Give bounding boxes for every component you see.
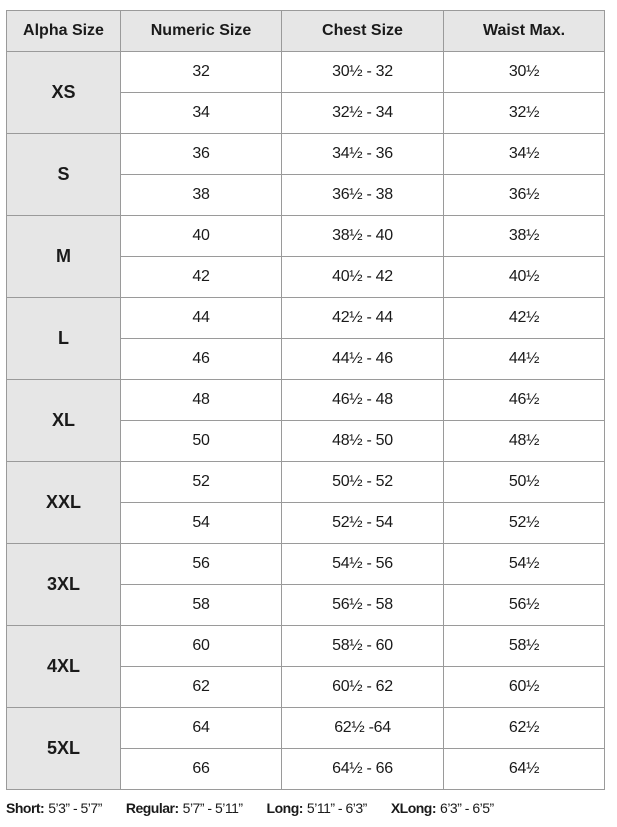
chest-size-cell: 50½ - 52 bbox=[282, 462, 444, 503]
chest-size-cell: 42½ - 44 bbox=[282, 298, 444, 339]
alpha-size-cell: 3XL bbox=[7, 544, 121, 626]
numeric-size-cell: 50 bbox=[121, 421, 282, 462]
chest-size-cell: 60½ - 62 bbox=[282, 667, 444, 708]
numeric-size-cell: 62 bbox=[121, 667, 282, 708]
chest-size-cell: 64½ - 66 bbox=[282, 749, 444, 790]
legend-value: 5’7” - 5’11” bbox=[182, 800, 243, 816]
alpha-size-cell: S bbox=[7, 134, 121, 216]
numeric-size-cell: 34 bbox=[121, 93, 282, 134]
header-row bbox=[7, 11, 605, 52]
numeric-size-cell: 60 bbox=[121, 626, 282, 667]
alpha-size-cell: 4XL bbox=[7, 626, 121, 708]
waist-max-cell: 64½ bbox=[444, 749, 605, 790]
legend-label: XLong: bbox=[390, 800, 437, 816]
chest-size-cell: 52½ - 54 bbox=[282, 503, 444, 544]
legend-label: Regular: bbox=[125, 800, 179, 816]
waist-max-cell: 62½ bbox=[444, 708, 605, 749]
waist-max-cell: 56½ bbox=[444, 585, 605, 626]
chest-size-cell: 34½ - 36 bbox=[282, 134, 444, 175]
numeric-size-cell: 64 bbox=[121, 708, 282, 749]
numeric-size-cell: 48 bbox=[121, 380, 282, 421]
numeric-size-cell: 32 bbox=[121, 52, 282, 93]
numeric-size-cell: 58 bbox=[121, 585, 282, 626]
chest-size-cell: 30½ - 32 bbox=[282, 52, 444, 93]
waist-max-cell: 58½ bbox=[444, 626, 605, 667]
header-waist-max: Waist Max. bbox=[444, 11, 605, 52]
length-legend bbox=[6, 796, 614, 820]
table-row bbox=[7, 462, 605, 503]
waist-max-cell: 32½ bbox=[444, 93, 605, 134]
size-chart-table bbox=[6, 10, 605, 790]
waist-max-cell: 36½ bbox=[444, 175, 605, 216]
waist-max-cell: 38½ bbox=[444, 216, 605, 257]
alpha-size-cell: XS bbox=[7, 52, 121, 134]
chest-size-cell: 36½ - 38 bbox=[282, 175, 444, 216]
size-table-body bbox=[7, 52, 605, 790]
table-row bbox=[7, 544, 605, 585]
header-chest-size: Chest Size bbox=[282, 11, 444, 52]
chest-size-cell: 48½ - 50 bbox=[282, 421, 444, 462]
chest-size-cell: 58½ - 60 bbox=[282, 626, 444, 667]
legend-item-xlong bbox=[391, 800, 494, 816]
table-row bbox=[7, 298, 605, 339]
table-row bbox=[7, 380, 605, 421]
alpha-size-cell: M bbox=[7, 216, 121, 298]
legend-value: 6’3” - 6’5” bbox=[440, 800, 494, 816]
waist-max-cell: 34½ bbox=[444, 134, 605, 175]
waist-max-cell: 52½ bbox=[444, 503, 605, 544]
waist-max-cell: 44½ bbox=[444, 339, 605, 380]
numeric-size-cell: 46 bbox=[121, 339, 282, 380]
table-row bbox=[7, 52, 605, 93]
numeric-size-cell: 56 bbox=[121, 544, 282, 585]
table-row bbox=[7, 134, 605, 175]
alpha-size-cell: L bbox=[7, 298, 121, 380]
alpha-size-cell: 5XL bbox=[7, 708, 121, 790]
table-row bbox=[7, 708, 605, 749]
chest-size-cell: 54½ - 56 bbox=[282, 544, 444, 585]
waist-max-cell: 46½ bbox=[444, 380, 605, 421]
legend-label: Short: bbox=[6, 800, 45, 816]
numeric-size-cell: 36 bbox=[121, 134, 282, 175]
table-row bbox=[7, 216, 605, 257]
header-numeric-size: Numeric Size bbox=[121, 11, 282, 52]
chest-size-cell: 56½ - 58 bbox=[282, 585, 444, 626]
waist-max-cell: 42½ bbox=[444, 298, 605, 339]
alpha-size-cell: XXL bbox=[7, 462, 121, 544]
waist-max-cell: 54½ bbox=[444, 544, 605, 585]
numeric-size-cell: 54 bbox=[121, 503, 282, 544]
waist-max-cell: 60½ bbox=[444, 667, 605, 708]
numeric-size-cell: 66 bbox=[121, 749, 282, 790]
table-row bbox=[7, 626, 605, 667]
chest-size-cell: 46½ - 48 bbox=[282, 380, 444, 421]
numeric-size-cell: 52 bbox=[121, 462, 282, 503]
chest-size-cell: 32½ - 34 bbox=[282, 93, 444, 134]
legend-item-long bbox=[267, 800, 367, 816]
numeric-size-cell: 44 bbox=[121, 298, 282, 339]
chest-size-cell: 38½ - 40 bbox=[282, 216, 444, 257]
numeric-size-cell: 40 bbox=[121, 216, 282, 257]
waist-max-cell: 30½ bbox=[444, 52, 605, 93]
chest-size-cell: 40½ - 42 bbox=[282, 257, 444, 298]
waist-max-cell: 40½ bbox=[444, 257, 605, 298]
legend-value: 5’11” - 6’3” bbox=[306, 800, 367, 816]
legend-value: 5’3” - 5’7” bbox=[48, 800, 102, 816]
chest-size-cell: 44½ - 46 bbox=[282, 339, 444, 380]
legend-label: Long: bbox=[266, 800, 303, 816]
legend-item-short bbox=[6, 800, 102, 816]
waist-max-cell: 48½ bbox=[444, 421, 605, 462]
chest-size-cell: 62½ -64 bbox=[282, 708, 444, 749]
legend-item-regular bbox=[126, 800, 243, 816]
header-alpha-size: Alpha Size bbox=[7, 11, 121, 52]
alpha-size-cell: XL bbox=[7, 380, 121, 462]
waist-max-cell: 50½ bbox=[444, 462, 605, 503]
numeric-size-cell: 38 bbox=[121, 175, 282, 216]
numeric-size-cell: 42 bbox=[121, 257, 282, 298]
